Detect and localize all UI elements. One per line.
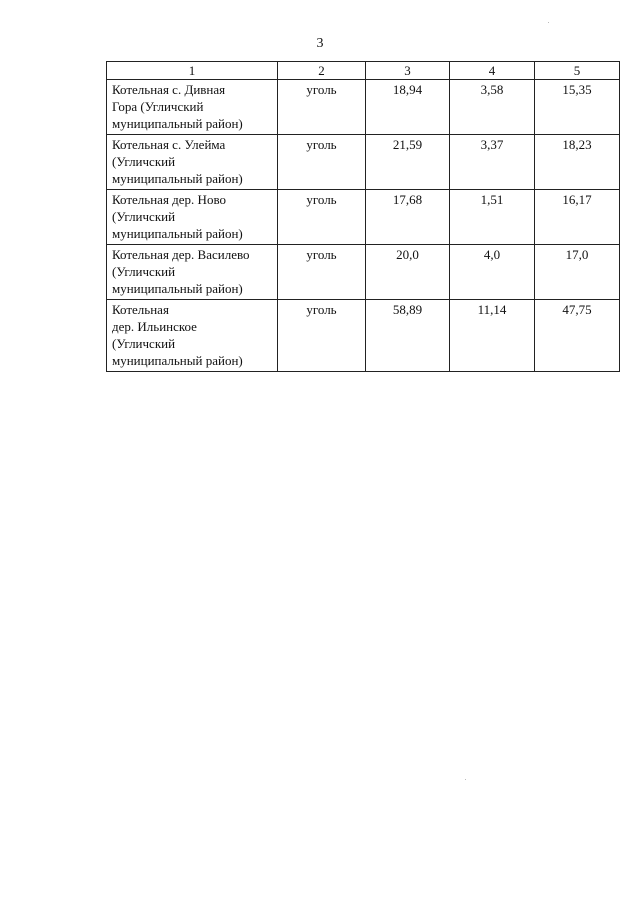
value-cell-col3: 58,89 bbox=[366, 300, 450, 372]
column-header: 2 bbox=[278, 62, 366, 80]
value-cell-col3: 21,59 bbox=[366, 135, 450, 190]
value-cell-col4: 1,51 bbox=[450, 190, 535, 245]
fuel-cell: уголь bbox=[278, 190, 366, 245]
boiler-name-line: (Угличский bbox=[112, 264, 176, 279]
fuel-cell: уголь bbox=[278, 135, 366, 190]
value-cell-col3: 17,68 bbox=[366, 190, 450, 245]
value-cell-col5: 18,23 bbox=[535, 135, 620, 190]
boiler-name-line: Гора (Угличский bbox=[112, 99, 204, 114]
boiler-name-line: муниципальный район) bbox=[112, 226, 243, 241]
boiler-name-line: Котельная дер. Василево bbox=[112, 247, 250, 262]
fuel-cell: уголь bbox=[278, 80, 366, 135]
boiler-name-line: (Угличский bbox=[112, 209, 176, 224]
table-row bbox=[107, 135, 620, 190]
boiler-name-line: Котельная дер. Ново bbox=[112, 192, 226, 207]
value-cell-col5: 47,75 bbox=[535, 300, 620, 372]
boiler-name-line: (Угличский bbox=[112, 336, 176, 351]
table-header-row bbox=[107, 62, 620, 80]
page-number: 3 bbox=[316, 36, 324, 51]
boiler-table bbox=[106, 61, 620, 372]
boiler-name-line: (Угличский bbox=[112, 154, 176, 169]
column-header: 3 bbox=[366, 62, 450, 80]
table-row bbox=[107, 80, 620, 135]
fuel-cell: уголь bbox=[278, 300, 366, 372]
column-header: 5 bbox=[535, 62, 620, 80]
value-cell-col3: 18,94 bbox=[366, 80, 450, 135]
column-header: 1 bbox=[107, 62, 278, 80]
value-cell-col4: 4,0 bbox=[450, 245, 535, 300]
boiler-name-line: дер. Ильинское bbox=[112, 319, 197, 334]
boiler-name-line: муниципальный район) bbox=[112, 116, 243, 131]
table-row bbox=[107, 245, 620, 300]
boiler-name-line: муниципальный район) bbox=[112, 281, 243, 296]
column-header: 4 bbox=[450, 62, 535, 80]
scan-speck bbox=[465, 779, 466, 780]
scan-speck bbox=[548, 22, 549, 23]
boiler-name-line: муниципальный район) bbox=[112, 171, 243, 186]
boiler-name-line: муниципальный район) bbox=[112, 353, 243, 368]
value-cell-col4: 3,37 bbox=[450, 135, 535, 190]
value-cell-col3: 20,0 bbox=[366, 245, 450, 300]
value-cell-col4: 11,14 bbox=[450, 300, 535, 372]
fuel-cell: уголь bbox=[278, 245, 366, 300]
boiler-name-line: Котельная bbox=[112, 302, 169, 317]
boiler-name-cell bbox=[107, 135, 278, 190]
boiler-name-cell bbox=[107, 300, 278, 372]
value-cell-col5: 15,35 bbox=[535, 80, 620, 135]
table-row bbox=[107, 190, 620, 245]
boiler-name-cell bbox=[107, 190, 278, 245]
table-row bbox=[107, 300, 620, 372]
value-cell-col5: 17,0 bbox=[535, 245, 620, 300]
value-cell-col4: 3,58 bbox=[450, 80, 535, 135]
boiler-name-cell bbox=[107, 245, 278, 300]
boiler-name-line: Котельная с. Дивная bbox=[112, 82, 226, 97]
boiler-name-cell bbox=[107, 80, 278, 135]
boiler-name-line: Котельная с. Улейма bbox=[112, 137, 226, 152]
value-cell-col5: 16,17 bbox=[535, 190, 620, 245]
